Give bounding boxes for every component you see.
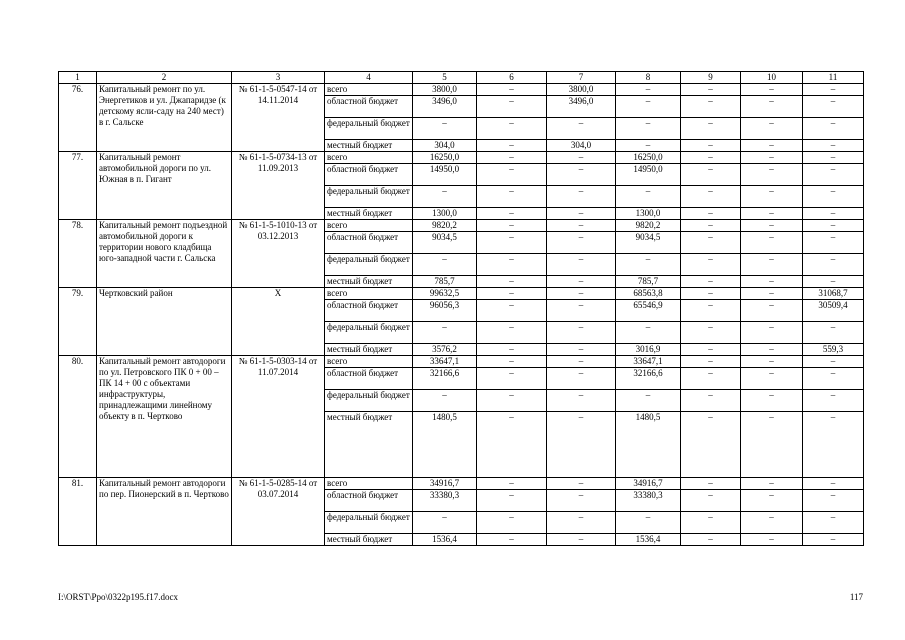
value-cell: – (741, 356, 803, 368)
funding-source: областной бюджет (325, 96, 413, 118)
value-cell: – (803, 490, 864, 512)
value-cell: 1536,4 (413, 534, 477, 546)
value-cell: – (616, 322, 681, 344)
footer-page-number: 117 (849, 592, 863, 602)
table-row (59, 478, 864, 490)
value-cell: – (477, 96, 547, 118)
funding-source: областной бюджет (325, 164, 413, 186)
funding-source: местный бюджет (325, 208, 413, 220)
value-cell: 1536,4 (616, 534, 681, 546)
value-cell: 1480,5 (616, 412, 681, 478)
value-cell: – (681, 300, 741, 322)
row-number: 77. (59, 152, 97, 220)
header-cell-11: 11 (803, 72, 864, 84)
value-cell: – (741, 140, 803, 152)
row-number: 79. (59, 288, 97, 356)
value-cell: – (803, 368, 864, 390)
expertise-code: № 61-1-5-0303-14 от 11.07.2014 (232, 356, 325, 478)
value-cell: – (477, 490, 547, 512)
value-cell: – (681, 232, 741, 254)
value-cell: 3016,9 (616, 344, 681, 356)
header-row (59, 72, 864, 84)
value-cell: – (741, 220, 803, 232)
value-cell: – (803, 152, 864, 164)
value-cell: – (803, 356, 864, 368)
value-cell: – (477, 254, 547, 276)
value-cell: – (477, 232, 547, 254)
value-cell: – (681, 118, 741, 140)
value-cell: – (547, 512, 616, 534)
value-cell: 9820,2 (413, 220, 477, 232)
value-cell: – (547, 186, 616, 208)
value-cell: – (803, 478, 864, 490)
expertise-code: № 61-1-5-0547-14 от 14.11.2014 (232, 84, 325, 152)
value-cell: – (681, 288, 741, 300)
value-cell: – (681, 152, 741, 164)
table-row (59, 84, 864, 96)
value-cell: – (477, 208, 547, 220)
value-cell: – (803, 186, 864, 208)
value-cell: – (741, 322, 803, 344)
value-cell: – (681, 208, 741, 220)
value-cell: – (741, 512, 803, 534)
value-cell: 34916,7 (616, 478, 681, 490)
value-cell: – (681, 254, 741, 276)
value-cell: 559,3 (803, 344, 864, 356)
value-cell: – (413, 254, 477, 276)
value-cell: – (477, 368, 547, 390)
value-cell: – (547, 232, 616, 254)
value-cell: – (477, 512, 547, 534)
value-cell: – (681, 390, 741, 412)
value-cell: – (547, 478, 616, 490)
value-cell: 33380,3 (616, 490, 681, 512)
value-cell: – (803, 322, 864, 344)
header-cell-6: 6 (477, 72, 547, 84)
value-cell: 3800,0 (413, 84, 477, 96)
value-cell: – (741, 232, 803, 254)
value-cell: – (477, 152, 547, 164)
value-cell: – (547, 164, 616, 186)
header-cell-8: 8 (616, 72, 681, 84)
funding-source: федеральный бюджет (325, 118, 413, 140)
value-cell: – (681, 186, 741, 208)
expertise-code: № 61-1-5-1010-13 от 03.12.2013 (232, 220, 325, 288)
value-cell: – (477, 534, 547, 546)
value-cell: – (741, 288, 803, 300)
value-cell: 9034,5 (413, 232, 477, 254)
value-cell: – (477, 390, 547, 412)
value-cell: – (477, 276, 547, 288)
value-cell: 33647,1 (616, 356, 681, 368)
value-cell: – (803, 512, 864, 534)
value-cell: – (681, 96, 741, 118)
table-row (59, 288, 864, 300)
value-cell: – (477, 288, 547, 300)
value-cell: – (547, 254, 616, 276)
value-cell: – (547, 276, 616, 288)
value-cell: – (477, 140, 547, 152)
expertise-code: № 61-1-5-0734-13 от 11.09.2013 (232, 152, 325, 220)
value-cell: 785,7 (413, 276, 477, 288)
value-cell: 9034,5 (616, 232, 681, 254)
funding-source: областной бюджет (325, 232, 413, 254)
funding-source: федеральный бюджет (325, 322, 413, 344)
value-cell: – (477, 412, 547, 478)
value-cell: 16250,0 (413, 152, 477, 164)
header-cell-2: 2 (97, 72, 232, 84)
value-cell: – (547, 300, 616, 322)
value-cell: – (803, 164, 864, 186)
value-cell: – (477, 164, 547, 186)
value-cell: – (741, 412, 803, 478)
value-cell: – (681, 368, 741, 390)
value-cell: 785,7 (616, 276, 681, 288)
value-cell: – (547, 390, 616, 412)
value-cell: – (681, 276, 741, 288)
value-cell: – (741, 118, 803, 140)
header-cell-5: 5 (413, 72, 477, 84)
value-cell: 14950,0 (413, 164, 477, 186)
value-cell: – (741, 368, 803, 390)
value-cell: – (477, 356, 547, 368)
funding-source: местный бюджет (325, 276, 413, 288)
value-cell: 14950,0 (616, 164, 681, 186)
value-cell: – (413, 186, 477, 208)
value-cell: – (616, 140, 681, 152)
row-number: 80. (59, 356, 97, 478)
funding-source: областной бюджет (325, 300, 413, 322)
value-cell: 304,0 (413, 140, 477, 152)
value-cell: – (803, 220, 864, 232)
object-name: Капитальный ремонт автодороги по пер. Пионерский в п. Чертково (97, 478, 232, 546)
value-cell: – (803, 412, 864, 478)
value-cell: – (803, 390, 864, 412)
value-cell: 1480,5 (413, 412, 477, 478)
value-cell: – (681, 140, 741, 152)
funding-source: федеральный бюджет (325, 254, 413, 276)
value-cell: 33647,1 (413, 356, 477, 368)
value-cell: – (477, 344, 547, 356)
value-cell: – (547, 322, 616, 344)
value-cell: 33380,3 (413, 490, 477, 512)
value-cell: – (741, 300, 803, 322)
value-cell: – (413, 512, 477, 534)
value-cell: – (681, 220, 741, 232)
object-name: Капитальный ремонт автодороги по ул. Петровского ПК 0 + 00 – ПК 14 + 00 с объектами инфраструктуры, принадлежащими линейному объекту в п. Чертково (97, 356, 232, 478)
value-cell: – (616, 118, 681, 140)
funding-source: всего (325, 478, 413, 490)
value-cell: – (741, 390, 803, 412)
value-cell: – (681, 322, 741, 344)
funding-source: федеральный бюджет (325, 390, 413, 412)
value-cell: – (413, 322, 477, 344)
value-cell: – (681, 478, 741, 490)
row-number: 78. (59, 220, 97, 288)
value-cell: 1300,0 (616, 208, 681, 220)
header-cell-1: 1 (59, 72, 97, 84)
value-cell: – (547, 356, 616, 368)
object-name: Чертковский район (97, 288, 232, 356)
value-cell: – (803, 118, 864, 140)
expertise-code: № 61-1-5-0285-14 от 03.07.2014 (232, 478, 325, 546)
header-cell-3: 3 (232, 72, 325, 84)
funding-source: всего (325, 288, 413, 300)
budget-table (58, 71, 864, 546)
value-cell: – (547, 220, 616, 232)
value-cell: 99632,5 (413, 288, 477, 300)
value-cell: – (681, 356, 741, 368)
value-cell: – (413, 390, 477, 412)
value-cell: – (547, 288, 616, 300)
value-cell: 32166,6 (616, 368, 681, 390)
funding-source: всего (325, 356, 413, 368)
value-cell: – (741, 164, 803, 186)
funding-source: местный бюджет (325, 344, 413, 356)
header-cell-4: 4 (325, 72, 413, 84)
value-cell: – (681, 534, 741, 546)
funding-source: местный бюджет (325, 412, 413, 478)
value-cell: 65546,9 (616, 300, 681, 322)
value-cell: 32166,6 (413, 368, 477, 390)
value-cell: – (741, 534, 803, 546)
value-cell: – (547, 208, 616, 220)
value-cell: – (547, 412, 616, 478)
value-cell: 1300,0 (413, 208, 477, 220)
value-cell: – (547, 344, 616, 356)
value-cell: – (477, 220, 547, 232)
header-cell-7: 7 (547, 72, 616, 84)
value-cell: – (741, 344, 803, 356)
value-cell: – (477, 478, 547, 490)
value-cell: – (547, 152, 616, 164)
value-cell: – (681, 84, 741, 96)
value-cell: 9820,2 (616, 220, 681, 232)
value-cell: – (741, 254, 803, 276)
value-cell: 34916,7 (413, 478, 477, 490)
value-cell: – (616, 84, 681, 96)
table-row (59, 220, 864, 232)
value-cell: 304,0 (547, 140, 616, 152)
funding-source: областной бюджет (325, 490, 413, 512)
value-cell: – (547, 534, 616, 546)
value-cell: – (477, 300, 547, 322)
value-cell: – (681, 344, 741, 356)
value-cell: – (803, 276, 864, 288)
funding-source: местный бюджет (325, 534, 413, 546)
expertise-code: Х (232, 288, 325, 356)
value-cell: – (547, 490, 616, 512)
value-cell: – (741, 490, 803, 512)
value-cell: – (413, 118, 477, 140)
row-number: 76. (59, 84, 97, 152)
value-cell: – (681, 490, 741, 512)
funding-source: федеральный бюджет (325, 186, 413, 208)
value-cell: – (477, 186, 547, 208)
value-cell: – (616, 254, 681, 276)
value-cell: – (803, 208, 864, 220)
value-cell: – (547, 368, 616, 390)
value-cell: 3496,0 (547, 96, 616, 118)
value-cell: – (681, 164, 741, 186)
value-cell: – (741, 276, 803, 288)
table-row (59, 152, 864, 164)
value-cell: – (616, 390, 681, 412)
value-cell: – (741, 208, 803, 220)
value-cell: 3496,0 (413, 96, 477, 118)
value-cell: 3800,0 (547, 84, 616, 96)
value-cell: – (616, 512, 681, 534)
header-cell-10: 10 (741, 72, 803, 84)
value-cell: – (616, 96, 681, 118)
funding-source: всего (325, 152, 413, 164)
value-cell: 96056,3 (413, 300, 477, 322)
value-cell: – (741, 478, 803, 490)
value-cell: 30509,4 (803, 300, 864, 322)
object-name: Капитальный ремонт по ул. Энергетиков и ул. Джапаридзе (к детскому ясли-саду на 240 мест) в г. Сальске (97, 84, 232, 152)
footer-file-path: I:\ORST\Ppo\0322p195.f17.docx (58, 592, 179, 602)
value-cell: – (477, 322, 547, 344)
value-cell: – (616, 186, 681, 208)
value-cell: – (803, 232, 864, 254)
header-cell-9: 9 (681, 72, 741, 84)
value-cell: – (477, 84, 547, 96)
funding-source: всего (325, 84, 413, 96)
value-cell: – (741, 84, 803, 96)
value-cell: – (741, 96, 803, 118)
value-cell: – (803, 84, 864, 96)
funding-source: местный бюджет (325, 140, 413, 152)
funding-source: всего (325, 220, 413, 232)
value-cell: – (803, 534, 864, 546)
value-cell: – (681, 412, 741, 478)
value-cell: – (547, 118, 616, 140)
object-name: Капитальный ремонт автомобильной дороги по ул. Южная в п. Гигант (97, 152, 232, 220)
value-cell: – (477, 118, 547, 140)
value-cell: 68563,8 (616, 288, 681, 300)
value-cell: – (681, 512, 741, 534)
table-row (59, 356, 864, 368)
value-cell: – (803, 140, 864, 152)
value-cell: 16250,0 (616, 152, 681, 164)
value-cell: 3576,2 (413, 344, 477, 356)
value-cell: – (741, 186, 803, 208)
funding-source: федеральный бюджет (325, 512, 413, 534)
row-number: 81. (59, 478, 97, 546)
value-cell: – (803, 254, 864, 276)
value-cell: – (741, 152, 803, 164)
value-cell: 31068,7 (803, 288, 864, 300)
funding-source: областной бюджет (325, 368, 413, 390)
object-name: Капитальный ремонт подъездной автомобильной дороги к территории нового кладбища юго-западной части г. Сальска (97, 220, 232, 288)
value-cell: – (803, 96, 864, 118)
